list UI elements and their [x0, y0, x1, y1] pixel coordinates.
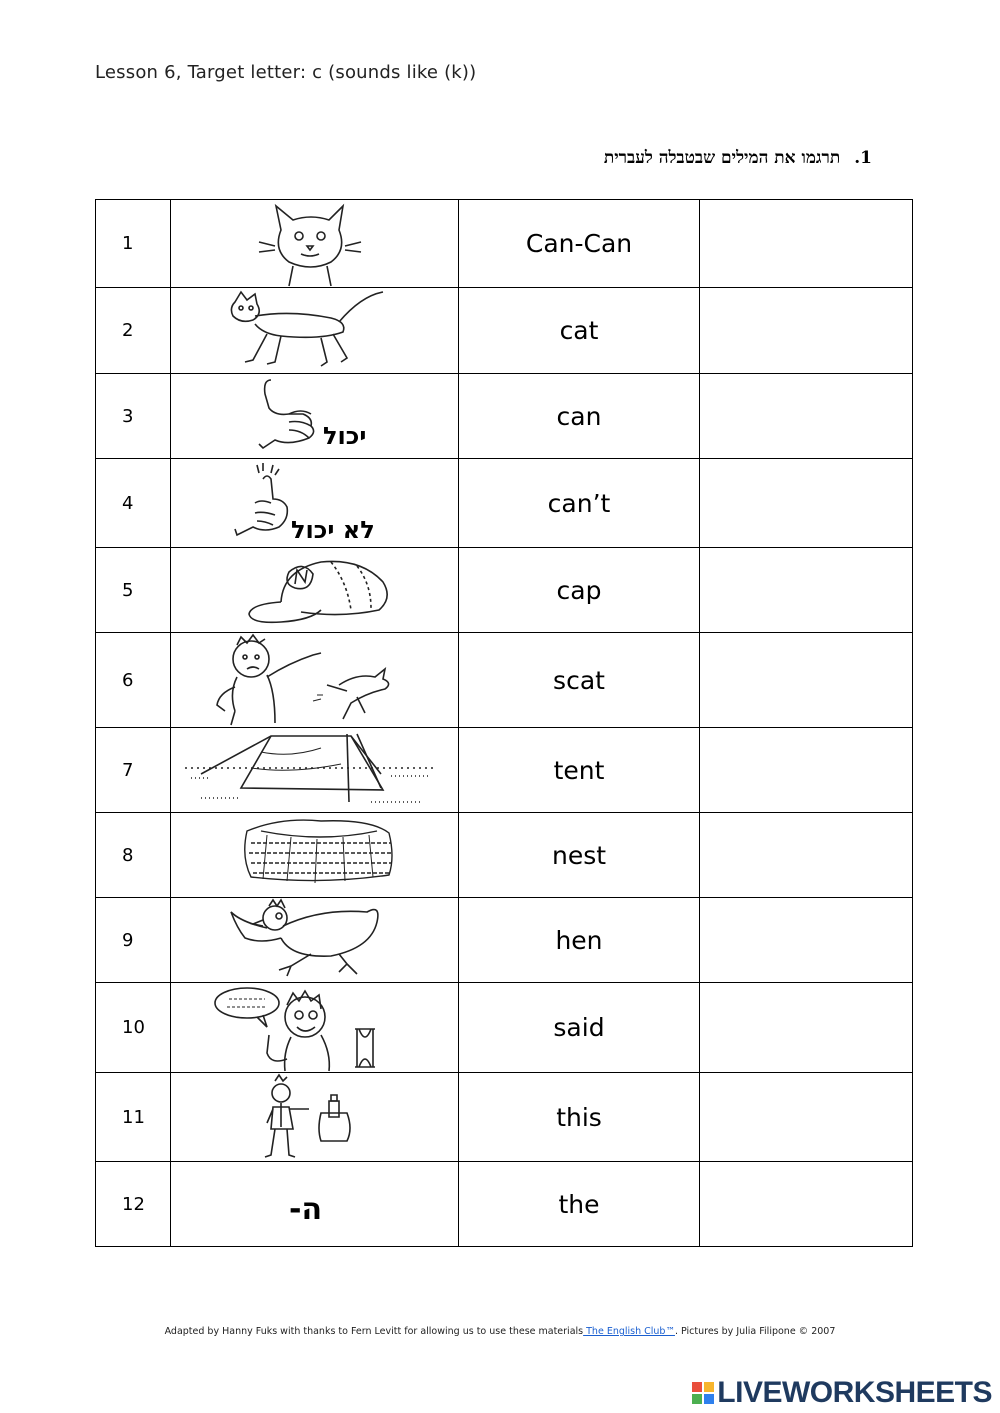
- hebrew-label: ה-: [289, 1192, 323, 1227]
- english-word: said: [459, 983, 700, 1073]
- answer-cell[interactable]: [700, 1073, 913, 1162]
- row-picture: [171, 288, 459, 374]
- answer-cell[interactable]: [700, 200, 913, 288]
- instruction-number: 1.: [854, 148, 872, 168]
- tent-drawing-icon: [171, 728, 459, 813]
- english-word: nest: [459, 813, 700, 898]
- table-row: [96, 813, 913, 898]
- footer-credit: [0, 1326, 1000, 1337]
- row-picture: [171, 548, 459, 633]
- table-row: [96, 728, 913, 813]
- logo-brand: LIVEWORKSHEETS: [717, 1376, 992, 1409]
- table-row: [96, 548, 913, 633]
- english-word: scat: [459, 633, 700, 728]
- english-word: cap: [459, 548, 700, 633]
- baseball-cap-drawing-icon: [171, 548, 459, 633]
- table-row: [96, 1162, 913, 1247]
- row-number: 6: [96, 633, 171, 728]
- answer-cell[interactable]: [700, 374, 913, 459]
- hen-drawing-icon: [171, 898, 459, 983]
- row-number: 1: [96, 200, 171, 288]
- hebrew-label: לא יכול: [291, 516, 375, 544]
- row-number: 2: [96, 288, 171, 374]
- english-word: cat: [459, 288, 700, 374]
- english-word: can: [459, 374, 700, 459]
- table-row: [96, 898, 913, 983]
- english-club-link[interactable]: The English Club™: [583, 1326, 675, 1337]
- english-word: hen: [459, 898, 700, 983]
- row-number: 9: [96, 898, 171, 983]
- row-picture: [171, 983, 459, 1073]
- answer-cell[interactable]: [700, 633, 913, 728]
- cat-face-drawing-icon: [171, 200, 459, 288]
- boy-speaking-drawing-icon: [171, 983, 459, 1073]
- row-picture: [171, 374, 459, 459]
- row-picture: [171, 459, 459, 548]
- boy-shooing-cat-drawing-icon: [171, 633, 459, 728]
- row-number: 8: [96, 813, 171, 898]
- answer-cell[interactable]: [700, 983, 913, 1073]
- answer-cell[interactable]: [700, 898, 913, 983]
- liveworksheets-logo: [692, 1376, 992, 1410]
- row-picture: [171, 728, 459, 813]
- table-row: [96, 374, 913, 459]
- thumbs-up-drawing-icon: [171, 374, 459, 459]
- table-row: [96, 459, 913, 548]
- answer-cell[interactable]: [700, 813, 913, 898]
- answer-cell[interactable]: [700, 728, 913, 813]
- hebrew-label: יכול: [323, 422, 367, 450]
- row-number: 5: [96, 548, 171, 633]
- row-picture: [171, 1162, 459, 1247]
- answer-cell[interactable]: [700, 1162, 913, 1247]
- answer-cell[interactable]: [700, 548, 913, 633]
- row-number: 11: [96, 1073, 171, 1162]
- row-picture: [171, 633, 459, 728]
- table-row: [96, 983, 913, 1073]
- english-word: tent: [459, 728, 700, 813]
- english-word: Can-Can: [459, 200, 700, 288]
- row-picture: [171, 200, 459, 288]
- row-number: 12: [96, 1162, 171, 1247]
- table-row: [96, 1073, 913, 1162]
- nest-drawing-icon: [171, 813, 459, 898]
- row-number: 4: [96, 459, 171, 548]
- walking-cat-drawing-icon: [171, 288, 459, 374]
- table-row: [96, 633, 913, 728]
- row-number: 10: [96, 983, 171, 1073]
- instruction: [604, 148, 872, 168]
- row-picture: [171, 813, 459, 898]
- logo-blocks-icon: [692, 1382, 714, 1404]
- table-row: [96, 288, 913, 374]
- row-picture: [171, 898, 459, 983]
- row-picture: [171, 1073, 459, 1162]
- table-row: [96, 200, 913, 288]
- vocabulary-table: [95, 199, 913, 1247]
- lesson-header: Lesson 6, Target letter: c (sounds like (k)): [95, 62, 477, 83]
- answer-cell[interactable]: [700, 288, 913, 374]
- boy-pointing-drawing-icon: [171, 1073, 459, 1162]
- answer-cell[interactable]: [700, 459, 913, 548]
- english-word: the: [459, 1162, 700, 1247]
- english-word: this: [459, 1073, 700, 1162]
- instruction-text: תרגמו את המילים שבטבלה לעברית: [603, 148, 841, 168]
- footer-credit-text: . Pictures by Julia Filipone © 2007: [674, 1326, 836, 1337]
- row-number: 7: [96, 728, 171, 813]
- english-word: can’t: [459, 459, 700, 548]
- row-number: 3: [96, 374, 171, 459]
- footer-text: Adapted by Hanny Fuks with thanks to Fern Levitt for allowing us to use these materials: [164, 1326, 584, 1337]
